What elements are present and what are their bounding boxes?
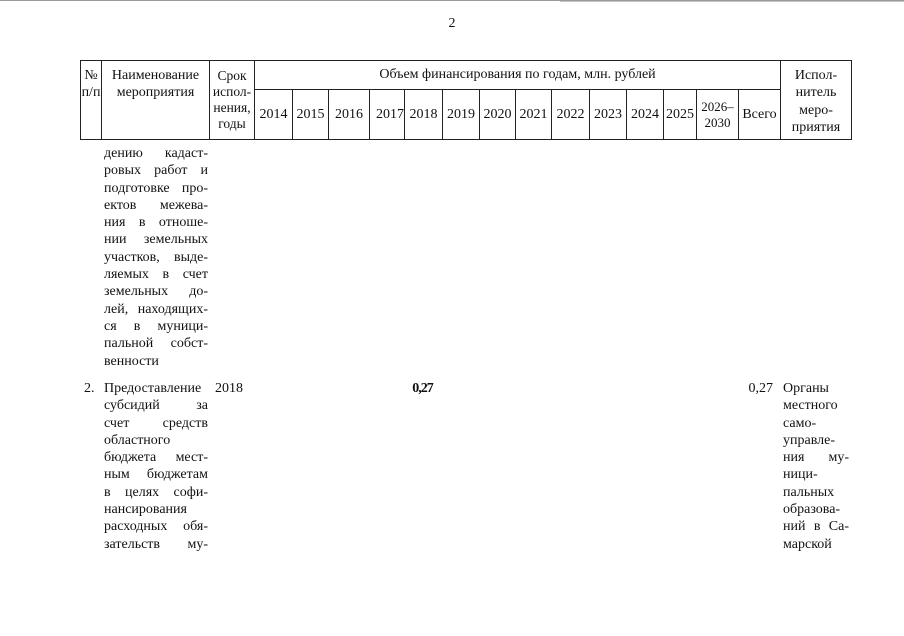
financing-header: Объем финансирования по годам, млн. рублей xyxy=(379,67,656,82)
scan-border-line xyxy=(560,1,904,2)
row-number: 2. xyxy=(84,381,95,396)
year-2014: 2014 xyxy=(259,106,288,122)
continued-row-name: дению кадаст- ровых работ и подготовке про- ектов межева- ния в отноше- нии земельных участков, выде- ляемых в счет земельных до- лей, находящих- ся в муници- пальной собст- венности xyxy=(104,146,208,369)
name-header: Наименование мероприятия xyxy=(111,68,200,101)
year-2016: 2016 xyxy=(335,106,363,122)
page-number: 2 xyxy=(448,16,456,31)
row-term: 2018 xyxy=(215,381,243,396)
executor-header: Испол- нитель меро- приятия xyxy=(791,68,841,135)
year-2022: 2022 xyxy=(556,106,585,122)
year-2026-2030: 2026– 2030 xyxy=(701,98,734,130)
term-header: Срок испол- нения, годы xyxy=(212,68,252,131)
num-header: № п/п xyxy=(81,68,101,101)
year-2020: 2020 xyxy=(483,106,512,122)
year-2017: 2017 xyxy=(376,106,404,122)
row-name: Предоставление субсидий за счет средств областного бюджета мест- ным бюджетам в целях софи- нансирования расходных обя- зательств му- xyxy=(104,381,208,552)
table-header xyxy=(80,60,852,140)
year-2019: 2019 xyxy=(447,106,475,122)
year-2018: 2018 xyxy=(409,106,438,122)
year-2024: 2024 xyxy=(631,106,659,122)
row-executor: Органы местного само- управле- ния му- ници- пальных образова- ний в Са- марской xyxy=(783,381,849,552)
year-2023: 2023 xyxy=(594,106,622,122)
row-total: 0,27 xyxy=(748,381,773,396)
year-2021: 2021 xyxy=(519,106,548,122)
year-2015: 2015 xyxy=(296,106,325,122)
year-2025: 2025 xyxy=(666,106,694,122)
row-value-2018: 0,27 xyxy=(412,381,433,396)
total-header: Всего xyxy=(742,106,777,122)
